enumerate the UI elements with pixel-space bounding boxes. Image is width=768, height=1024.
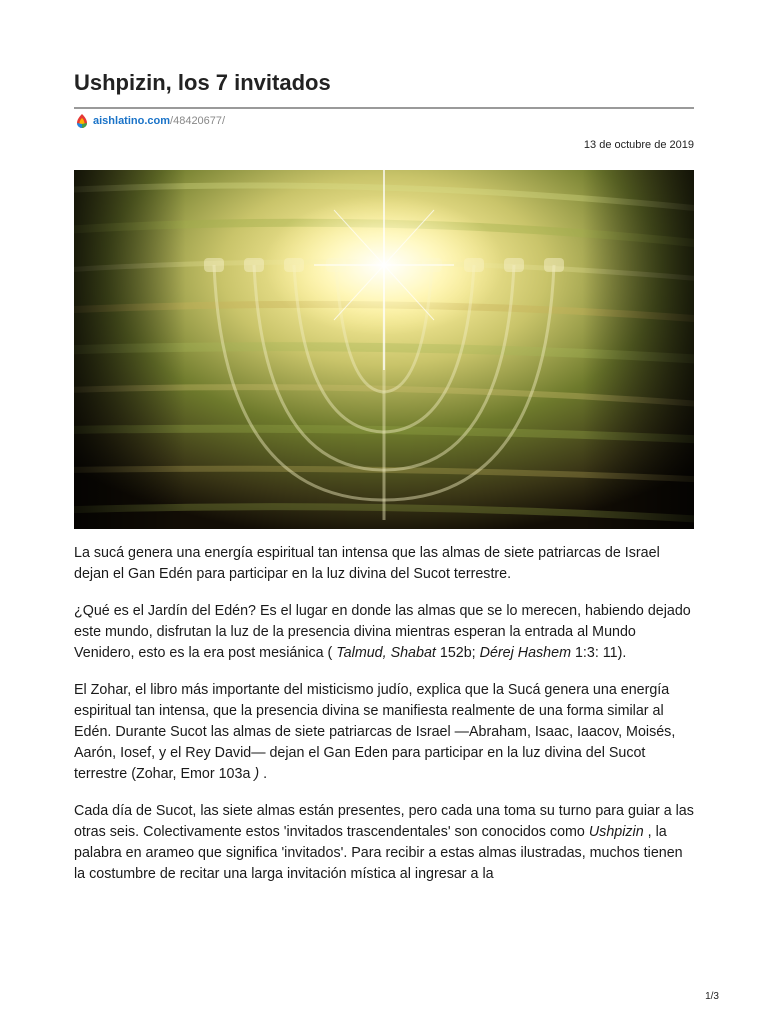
title-divider	[74, 107, 694, 109]
paragraph-text: ¿Qué es el Jardín del Edén? Es el lugar en donde las almas que se lo merecen, habiendo dejado este mundo, disfrutan la luz de la presencia divina mientras esperan la entrada al Mundo Venidero, esto es la era post mesiánica (	[74, 603, 691, 661]
menorah-light-image	[74, 170, 694, 529]
paragraph-text: 152b;	[435, 645, 480, 661]
italic-reference: Dérej Hashem	[479, 645, 571, 661]
body-paragraph	[74, 543, 694, 585]
paragraph-text: 1:3: 11).	[571, 645, 627, 661]
body-paragraph	[74, 601, 694, 664]
italic-reference: Ushpizin	[588, 824, 644, 840]
body-paragraph	[74, 801, 694, 885]
paragraph-text: .	[259, 766, 268, 782]
paragraph-text: , la palabra en arameo que significa 'invitados'. Para recibir a estas almas ilustradas, muchos tienen la costumbre de recitar una larga invitación mística al ingresar a la	[74, 824, 683, 882]
body-paragraph	[74, 680, 694, 785]
paragraph-text: La sucá genera una energía espiritual tan intensa que las almas de siete patriarcas de Israel dejan el Gan Edén para participar en la luz divina del Sucot terrestre.	[74, 545, 660, 582]
source-path: /48420677/	[170, 115, 226, 127]
italic-reference: Talmud, Shabat	[336, 645, 436, 661]
italic-reference: )	[254, 766, 260, 782]
source-line	[74, 113, 225, 129]
aishlatino-logo-icon	[74, 113, 90, 129]
paragraph-text: El Zohar, el libro más importante del misticismo judío, explica que la Sucá genera una energía espiritual tan intensa, que la presencia divina se manifiesta realmente de una forma similar al Edén. Durante Sucot las almas de siete patriarcas de Israel —Abraham, Isaac, Iaacov, Moisés, Aarón, Iosef, y el Rey David— dejan el Gan Eden para participar en la luz divina del Sucot terrestre (Zohar, Emor 103a	[74, 682, 676, 782]
hero-image	[74, 170, 694, 529]
paragraph-text: Cada día de Sucot, las siete almas están presentes, pero cada una toma su turno para guiar a las otras seis. Colectivamente estos 'invitados trascendentales' son conocidos como	[74, 803, 694, 840]
source-domain-link[interactable]: aishlatino.com	[93, 115, 171, 127]
page-indicator: 1/3	[705, 991, 719, 1002]
publish-date: 13 de octubre de 2019	[583, 139, 694, 151]
page-title: Ushpizin, los 7 invitados	[74, 70, 331, 95]
article-body	[74, 543, 694, 901]
